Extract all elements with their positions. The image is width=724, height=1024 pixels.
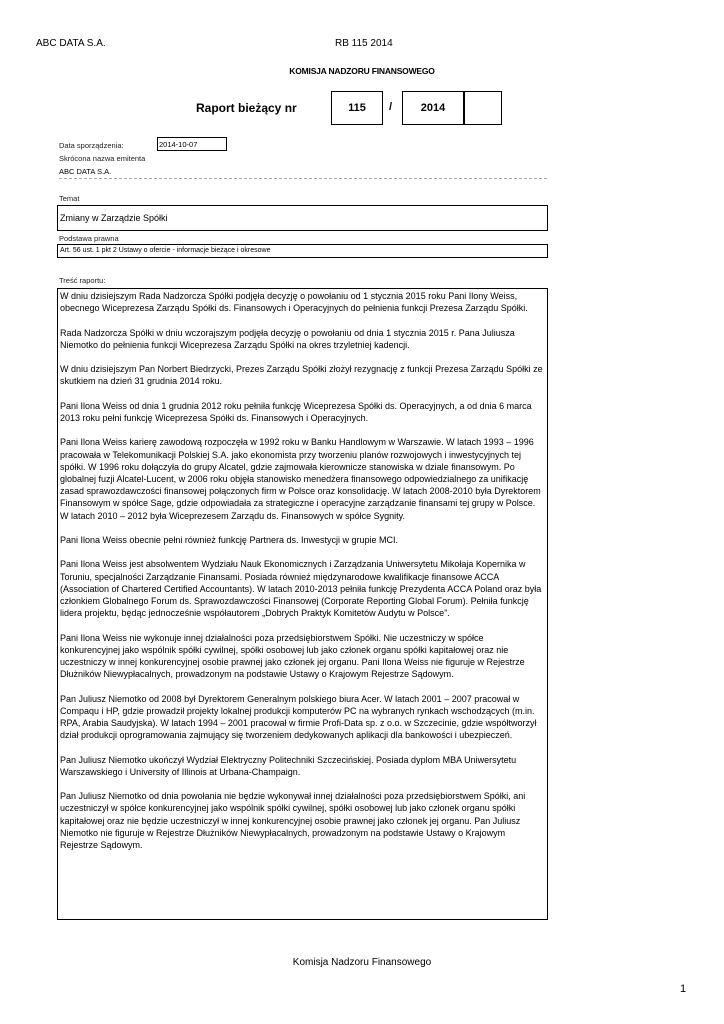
- page-number: 1: [680, 983, 687, 995]
- content-paragraph: W dniu dzisiejszym Rada Nadzorcza Spółki podjęła decyzję o powołaniu od 1 stycznia 2015 roku Pani Ilony Weiss, obecnego Wiceprezesa Zarządu Spółki ds. Finansowych i Operacyjnych do pełnienia funkcji Prezesa Zarządu Spółki.: [60, 291, 528, 314]
- content-paragraph: Pani Ilona Weiss od dnia 1 grudnia 2012 roku pełniła funkcję Wiceprezesa Spółki ds. Operacyjnych, a od dnia 6 marca 2013 roku pełni funkcję Wiceprezesa Spółki ds. Finansowych i Operacyjnych.: [60, 400, 532, 423]
- content-label: Treść raportu:: [59, 276, 106, 285]
- commission-title: KOMISJA NADZORU FINANSOWEGO: [289, 66, 435, 76]
- company-name-header: ABC DATA S.A.: [36, 38, 106, 49]
- report-separator: /: [389, 101, 393, 113]
- report-number-box: 115: [331, 91, 383, 125]
- content-paragraph: Pani Ilona Weiss jest absolwentem Wydziału Nauk Ekonomicznych i Zarządzania Uniwersytetu Mikołaja Kopernika w Toruniu, specjalności Zarządzanie Finansami. Posiada również międzynarodowe kwalifikacje finansowe ACCA (Association of Chartered Certified Accountants). W latach 2010-2013 pełniła funkcję Prezydenta ACCA Poland oraz była członkiem Globalnego Forum ds. Sprawozdawczości Finansowej (Corporate Reporting Global Forum). Pełniła funkcję lidera projektu, będąc jednocześnie współautorem „Dobrych Praktyk Komitetów Audytu w Polsce”.: [60, 559, 542, 619]
- topic-label: Temat: [59, 194, 80, 203]
- topic-value: Zmiany w Zarządzie Spółki: [57, 205, 548, 231]
- content-paragraph: Pani Ilona Weiss nie wykonuje innej działalności poza przedsiębiorstwem Spółki. Nie uczestniczy w spółce konkurencyjnej jako wspólnik spółki cywilnej, spółki osobowej lub jako członek organu spółki kapitałowej oraz nie uczestniczy w innej konkurencyjnej osobie prawnej jako członek jej organu. Pani Ilona Weiss nie figuruje w Rejestrze Dłużników Niewypłacalnych, prowadzonym na podstawie Ustawy o Krajowym Rejestrze Sądowym.: [60, 632, 525, 680]
- short-name-label: Skrócona nazwa emitenta: [59, 154, 146, 163]
- short-name-value: ABC DATA S.A.: [59, 167, 112, 176]
- content-paragraph: Pan Juliusz Niemotko od dnia powołania nie będzie wykonywał innej działalności poza przedsiębiorstwem Spółki, ani uczestniczył w spółce konkurencyjnej jako wspólnik spółki cywilnej, spółki osobowej lub jako członek organu spółki kapitałowej oraz nie będzie uczestniczył w innej konkurencyjnej osobie prawnej jako członek jej organu. Pan Juliusz Niemotko nie figuruje w Rejestrze Dłużników Niewypłacalnych, prowadzonym na podstawie Ustawy o Krajowym Rejestrze Sądowym.: [60, 791, 526, 850]
- date-label: Data sporządzenia:: [59, 141, 124, 150]
- legal-basis-value: Art. 56 ust. 1 pkt 2 Ustawy o ofercie - informacje bieżące i okresowe: [57, 244, 548, 258]
- section-divider: [59, 178, 547, 179]
- report-year-box: 2014: [402, 91, 464, 125]
- content-paragraph: Pani Ilona Weiss obecnie pełni również funkcję Partnera ds. Inwestycji w grupie MCI.: [60, 534, 398, 545]
- legal-basis-label: Podstawa prawna: [59, 234, 119, 243]
- report-content: [57, 288, 548, 920]
- report-label: Raport bieżący nr: [196, 101, 297, 115]
- content-paragraph: Pani Ilona Weiss karierę zawodową rozpoczęła w 1992 roku w Banku Handlowym w Warszawie. W latach 1993 – 1996 pracowała w Telekomunikacji Polskiej S.A. jako ekonomista przy tworzeniu planów rozwojowych i inwestycyjnych tej spółki. W 1996 roku dołączyła do grupy Alcatel, gdzie zajmowała kierownicze stanowiska w dziale finansowym. Po globalnej fuzji Alcatel-Lucent, w 2006 roku objęła stanowisko menedżera finansowego odpowiedzialnego za unifikację zasad sprawozdawczości finansowej połączonych firm w Polsce oraz konsolidację. W latach 2008-2010 była Dyrektorem Finansowym w spółce Sage, gdzie odpowiadała za strategiczne i operacyjne zarządzanie finansami tej grupy w Polsce. W latach 2010 – 2012 była Wiceprezesem Zarządu ds. Finansowych w spółce Sygnity.: [60, 437, 541, 521]
- empty-box: [464, 91, 502, 125]
- content-paragraph: Pan Juliusz Niemotko ukończył Wydział Elektryczny Politechniki Szczecińskiej. Posiada dyplom MBA Uniwersytetu Warszawskiego i University of Illinois at Urbana-Champaign.: [60, 754, 517, 777]
- date-value: 2014-10-07: [157, 137, 227, 151]
- content-paragraph: W dniu dzisiejszym Pan Norbert Biedrzycki, Prezes Zarządu Spółki złożył rezygnację z funkcji Prezesa Zarządu Spółki ze skutkiem na dzień 31 grudnia 2014 roku.: [60, 364, 543, 387]
- content-paragraph: Pan Juliusz Niemotko od 2008 był Dyrektorem Generalnym polskiego biura Acer. W latach 2001 – 2007 pracował w Compaqu i HP, gdzie prowadził projekty lokalnej produkcji komputerów PC na wybranych rynkach wschodzących (m.in. RPA, Arabia Saudyjska). W latach 1994 – 2001 pracował w firmie Profi-Data sp. z o.o. w Szczecinie, gdzie współtworzył dział produkcji oprogramowania zajmujący się tworzeniem dedykowanych aplikacji dla bankowości i ubezpieczeń.: [60, 693, 537, 741]
- report-reference: RB 115 2014: [335, 38, 393, 49]
- footer-text: Komisja Nadzoru Finansowego: [292, 957, 432, 968]
- content-paragraph: Rada Nadzorcza Spółki w dniu wczorajszym podjęła decyzję o powołaniu od dnia 1 stycznia 2015 r. Pana Juliusza Niemotko do pełnienia funkcji Wiceprezesa Zarządu Spółki na okres trzyletniej kadencji.: [60, 327, 515, 350]
